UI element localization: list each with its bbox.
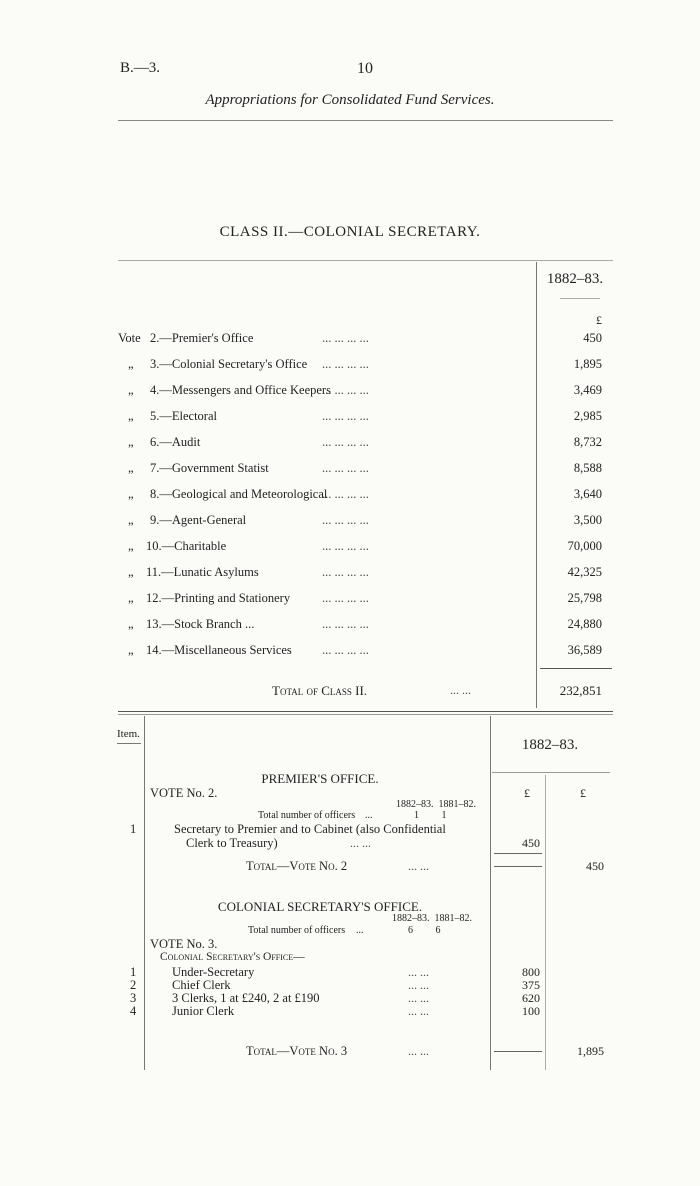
inner-amount-rule xyxy=(545,775,546,1070)
vote-row xyxy=(0,331,700,351)
vote-leaders: ... ... ... ... xyxy=(322,591,369,605)
vote-label: 11.—Lunatic Asylums xyxy=(146,565,259,579)
premier-item-leaders: ... ... xyxy=(350,836,371,850)
summary-column-rule xyxy=(536,262,537,708)
item-heading-underline xyxy=(117,743,141,744)
colonial-item-amount: 375 xyxy=(522,978,540,992)
document-reference: B.—3. xyxy=(120,60,161,76)
vote-prefix: „ xyxy=(128,591,134,605)
vote-amount: 70,000 xyxy=(567,539,602,553)
vote-prefix: Vote xyxy=(118,331,141,345)
vote-prefix: „ xyxy=(128,539,134,553)
colonial-item-label: Chief Clerk xyxy=(172,978,231,992)
colonial-subheading: Colonial Secretary's Office— xyxy=(160,951,305,963)
vote-label: 12.—Printing and Stationery xyxy=(146,591,291,605)
detail-currency-left: £ xyxy=(524,786,530,800)
vote-label: 5.—Electoral xyxy=(150,409,217,423)
section-divider xyxy=(118,711,613,712)
colonial-officers-leaders: ... xyxy=(356,925,364,936)
vote-prefix: „ xyxy=(128,643,134,657)
vote-prefix: „ xyxy=(128,409,134,423)
vote-row xyxy=(0,409,700,429)
vote-leaders: ... ... ... ... xyxy=(322,383,369,397)
vote-prefix: „ xyxy=(128,513,134,527)
vote-leaders: ... ... ... ... xyxy=(322,331,369,345)
vote-prefix: „ xyxy=(128,357,134,371)
vote-leaders: ... ... ... ... xyxy=(322,643,369,657)
premier-total-amount: 450 xyxy=(586,859,604,873)
vote-label: 13.—Stock Branch ... xyxy=(146,617,255,631)
vote-row xyxy=(0,357,700,377)
vote-leaders: ... ... ... ... xyxy=(322,617,369,631)
vote-row xyxy=(0,435,700,455)
vote-label: 4.—Messengers and Office Keepers xyxy=(150,383,331,397)
item-column-heading: Item. xyxy=(117,728,140,740)
colonial-item-label: Junior Clerk xyxy=(172,1004,235,1018)
vote-label: 14.—Miscellaneous Services xyxy=(146,643,292,657)
detail-currency-right: £ xyxy=(580,786,586,800)
vote-amount: 3,469 xyxy=(573,383,602,397)
vote-label: 2.—Premier's Office xyxy=(150,331,254,345)
colonial-total-leaders: ... ... xyxy=(408,1044,429,1058)
summary-total-amount: 232,851 xyxy=(559,683,602,698)
premier-vote: VOTE No. 2. xyxy=(150,786,218,800)
colonial-total-amount: 1,895 xyxy=(577,1044,604,1058)
summary-total-leaders: ... ... xyxy=(450,683,471,697)
class-title: CLASS II.—COLONIAL SECRETARY. xyxy=(219,224,481,240)
summary-total-label: Total of Class II. xyxy=(272,683,368,698)
colonial-item-number: 4 xyxy=(130,1004,137,1018)
premier-item-line2: Clerk to Treasury) xyxy=(186,836,278,850)
premier-item-line1: Secretary to Premier and to Cabinet (also Confidential xyxy=(174,822,446,836)
vote-leaders: ... ... ... ... xyxy=(322,461,369,475)
vote-prefix: „ xyxy=(128,435,134,449)
vote-label: 3.—Colonial Secretary's Office xyxy=(150,357,308,371)
colonial-vote: VOTE No. 3. xyxy=(150,937,218,951)
vote-amount: 3,640 xyxy=(573,487,602,501)
summary-year-heading: 1882–83. xyxy=(546,271,604,287)
vote-row xyxy=(0,487,700,507)
item-column-rule xyxy=(144,716,145,1070)
vote-label: 10.—Charitable xyxy=(146,539,227,553)
vote-leaders: ... ... ... ... xyxy=(322,357,369,371)
vote-prefix: „ xyxy=(128,487,134,501)
vote-label: 6.—Audit xyxy=(150,435,201,449)
colonial-officers-values: 6 6 xyxy=(408,925,441,936)
premier-total-leaders: ... ... xyxy=(408,859,429,873)
detail-year-rule xyxy=(492,772,610,773)
colonial-total-rule xyxy=(494,1051,542,1052)
vote-row xyxy=(0,591,700,611)
vote-amount: 25,798 xyxy=(567,591,602,605)
colonial-item-leaders: ... ... xyxy=(408,978,429,992)
premier-years: 1882–83. 1881–82. xyxy=(396,799,476,810)
colonial-years: 1882–83. 1881–82. xyxy=(392,913,472,924)
page-number: 10 xyxy=(357,60,373,77)
colonial-item-number: 3 xyxy=(130,991,137,1005)
vote-row xyxy=(0,513,700,533)
premier-officers-leaders: ... xyxy=(365,810,373,821)
premier-officers-label: Total number of officers xyxy=(258,810,356,821)
vote-leaders: ... ... ... ... xyxy=(322,487,369,501)
colonial-item-leaders: ... ... xyxy=(408,1004,429,1018)
vote-label: 7.—Government Statist xyxy=(150,461,269,475)
vote-amount: 24,880 xyxy=(567,617,602,631)
vote-leaders: ... ... ... ... xyxy=(322,513,369,527)
vote-amount: 3,500 xyxy=(573,513,602,527)
vote-row xyxy=(0,643,700,663)
vote-amount: 36,589 xyxy=(567,643,602,657)
vote-row xyxy=(0,461,700,481)
premier-total-rule xyxy=(494,866,542,867)
colonial-item-number: 1 xyxy=(130,965,137,979)
vote-row xyxy=(0,539,700,559)
colonial-item-label: 3 Clerks, 1 at £240, 2 at £190 xyxy=(172,991,320,1005)
vote-prefix: „ xyxy=(128,383,134,397)
premier-heading: PREMIER'S OFFICE. xyxy=(261,771,379,786)
vote-leaders: ... ... ... ... xyxy=(322,409,369,423)
page-title: Appropriations for Consolidated Fund Services. xyxy=(205,92,495,108)
vote-amount: 1,895 xyxy=(573,357,602,371)
colonial-officers-label: Total number of officers xyxy=(248,925,346,936)
vote-row xyxy=(0,617,700,637)
colonial-item-amount: 620 xyxy=(522,991,540,1005)
section-divider-2 xyxy=(118,714,613,715)
header-rule xyxy=(118,120,613,121)
vote-amount: 450 xyxy=(583,331,602,345)
vote-amount: 42,325 xyxy=(567,565,602,579)
colonial-item-label: Under-Secretary xyxy=(172,965,255,979)
vote-amount: 8,732 xyxy=(573,435,602,449)
vote-prefix: „ xyxy=(128,461,134,475)
detail-year-heading: 1882–83. xyxy=(521,737,579,753)
colonial-item-number: 2 xyxy=(130,978,137,992)
vote-label: 8.—Geological and Meteorological xyxy=(150,487,328,501)
colonial-heading: COLONIAL SECRETARY'S OFFICE. xyxy=(217,899,423,914)
vote-leaders: ... ... ... ... xyxy=(322,539,369,553)
vote-prefix: „ xyxy=(128,617,134,631)
premier-total-label: Total—Vote No. 2 xyxy=(246,859,348,873)
premier-item-amount: 450 xyxy=(522,836,540,850)
colonial-total-label: Total—Vote No. 3 xyxy=(246,1044,348,1058)
year-underline xyxy=(560,298,600,299)
premier-subtotal-rule xyxy=(494,853,542,854)
vote-amount: 2,985 xyxy=(573,409,602,423)
summary-total-rule xyxy=(540,668,612,669)
vote-row xyxy=(0,565,700,585)
premier-officers-values: 1 1 xyxy=(414,810,447,821)
premier-item-number: 1 xyxy=(130,822,137,836)
colonial-item-leaders: ... ... xyxy=(408,965,429,979)
colonial-item-amount: 100 xyxy=(522,1004,540,1018)
summary-currency: £ xyxy=(596,313,602,327)
vote-leaders: ... ... ... ... xyxy=(322,435,369,449)
summary-top-rule xyxy=(118,260,613,261)
vote-amount: 8,588 xyxy=(573,461,602,475)
vote-leaders: ... ... ... ... xyxy=(322,565,369,579)
vote-label: 9.—Agent-General xyxy=(150,513,247,527)
vote-row xyxy=(0,383,700,403)
amount-column-rule xyxy=(490,716,491,1070)
colonial-item-amount: 800 xyxy=(522,965,540,979)
vote-prefix: „ xyxy=(128,565,134,579)
colonial-item-leaders: ... ... xyxy=(408,991,429,1005)
